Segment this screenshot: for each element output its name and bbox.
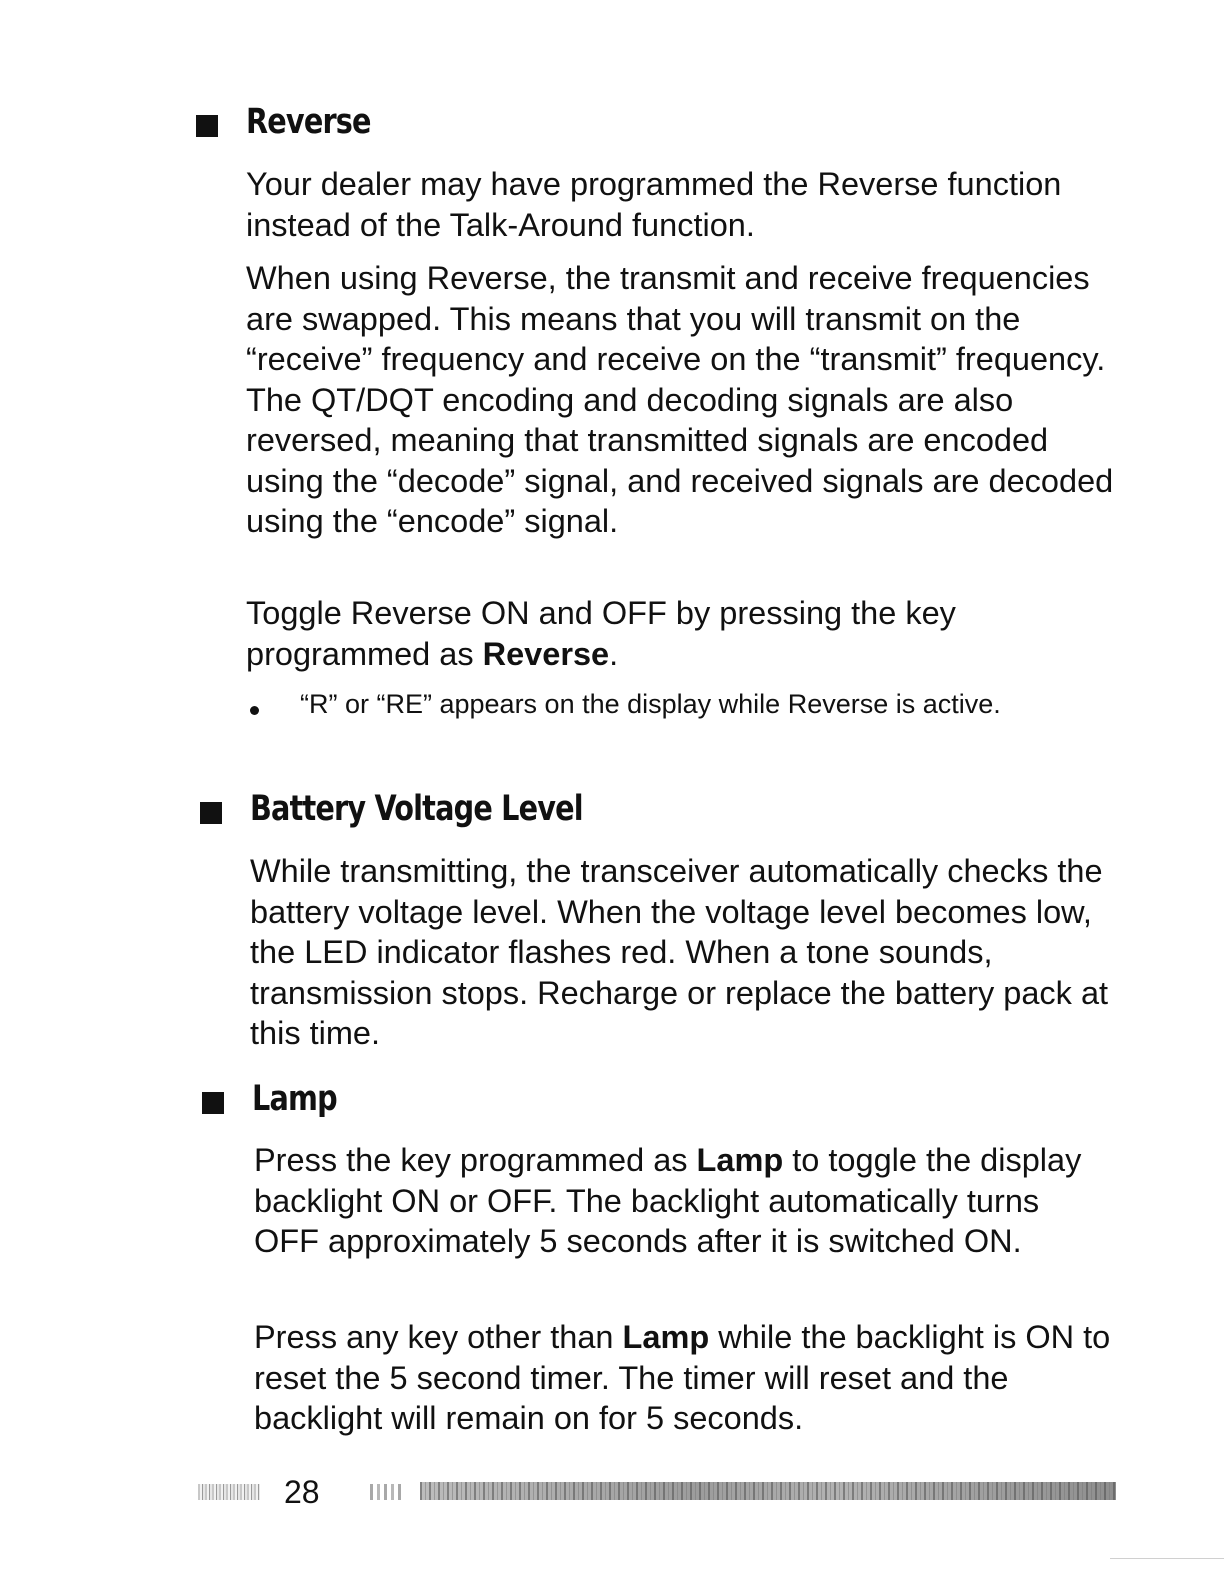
section-battery-voltage-level xyxy=(0,786,1224,832)
heading-text: Reverse xyxy=(246,102,371,142)
bullet-icon xyxy=(250,706,259,715)
footer-texture-left xyxy=(198,1484,260,1500)
heading-square-icon xyxy=(200,802,222,824)
page-footer xyxy=(0,1470,1224,1514)
heading-text: Battery Voltage Level xyxy=(250,789,583,829)
reverse-paragraph-1: Your dealer may have programmed the Reverse function instead of the Talk-Around function. xyxy=(246,166,1062,243)
lamp-paragraph-2 xyxy=(254,1317,1134,1439)
battery-paragraph-1: While transmitting, the transceiver automatically checks the battery voltage level. When the voltage level becomes low, the LED indicator flashes red. When a tone sounds, transmission stops. Recharge or replace the battery pack at this time. xyxy=(250,853,1109,1051)
key-name-lamp: Lamp xyxy=(696,1142,784,1178)
footer-rule-bar xyxy=(420,1482,1116,1500)
edge-rule xyxy=(1110,1558,1224,1559)
lamp-paragraph-1 xyxy=(254,1140,1084,1262)
section-reverse xyxy=(0,99,1224,145)
key-name-lamp: Lamp xyxy=(622,1319,710,1355)
text-run: to toggle the display backlight ON or OFF. The backlight automatically turns OFF approximately 5 seconds after it is switched ON. xyxy=(254,1142,1082,1259)
section-heading xyxy=(0,99,1224,145)
reverse-paragraph-2: When using Reverse, the transmit and receive frequencies are swapped. This means that you will transmit on the “receive” frequency and receive on the “transmit” frequency. The QT/DQT encoding and decoding signals are also reversed, meaning that transmitted signals are encoded using the “decode” signal, and received signals are decoded using the “encode” signal. xyxy=(246,260,1114,539)
key-name-reverse: Reverse xyxy=(482,635,610,672)
text-run: . xyxy=(609,635,619,672)
heading-square-icon xyxy=(202,1092,224,1114)
section-heading xyxy=(0,786,1224,832)
text-run: while the backlight is ON to reset the 5 second timer. The timer will reset and the backlight will remain on for 5 seconds. xyxy=(254,1319,1111,1436)
section-heading xyxy=(0,1076,1224,1122)
heading-square-icon xyxy=(196,115,218,137)
page-number: 28 xyxy=(284,1474,320,1510)
text-run: Toggle Reverse ON and OFF by pressing the key programmed as xyxy=(246,595,956,672)
heading-text: Lamp xyxy=(252,1079,337,1119)
reverse-paragraph-3 xyxy=(246,593,1106,674)
text-run: Press the key programmed as xyxy=(254,1142,697,1178)
text-run: Press any key other than xyxy=(254,1319,623,1355)
reverse-bullet-item: “R” or “RE” appears on the display while Reverse is active. xyxy=(300,689,1001,719)
section-lamp xyxy=(0,1076,1224,1122)
footer-texture-mid xyxy=(370,1484,402,1500)
